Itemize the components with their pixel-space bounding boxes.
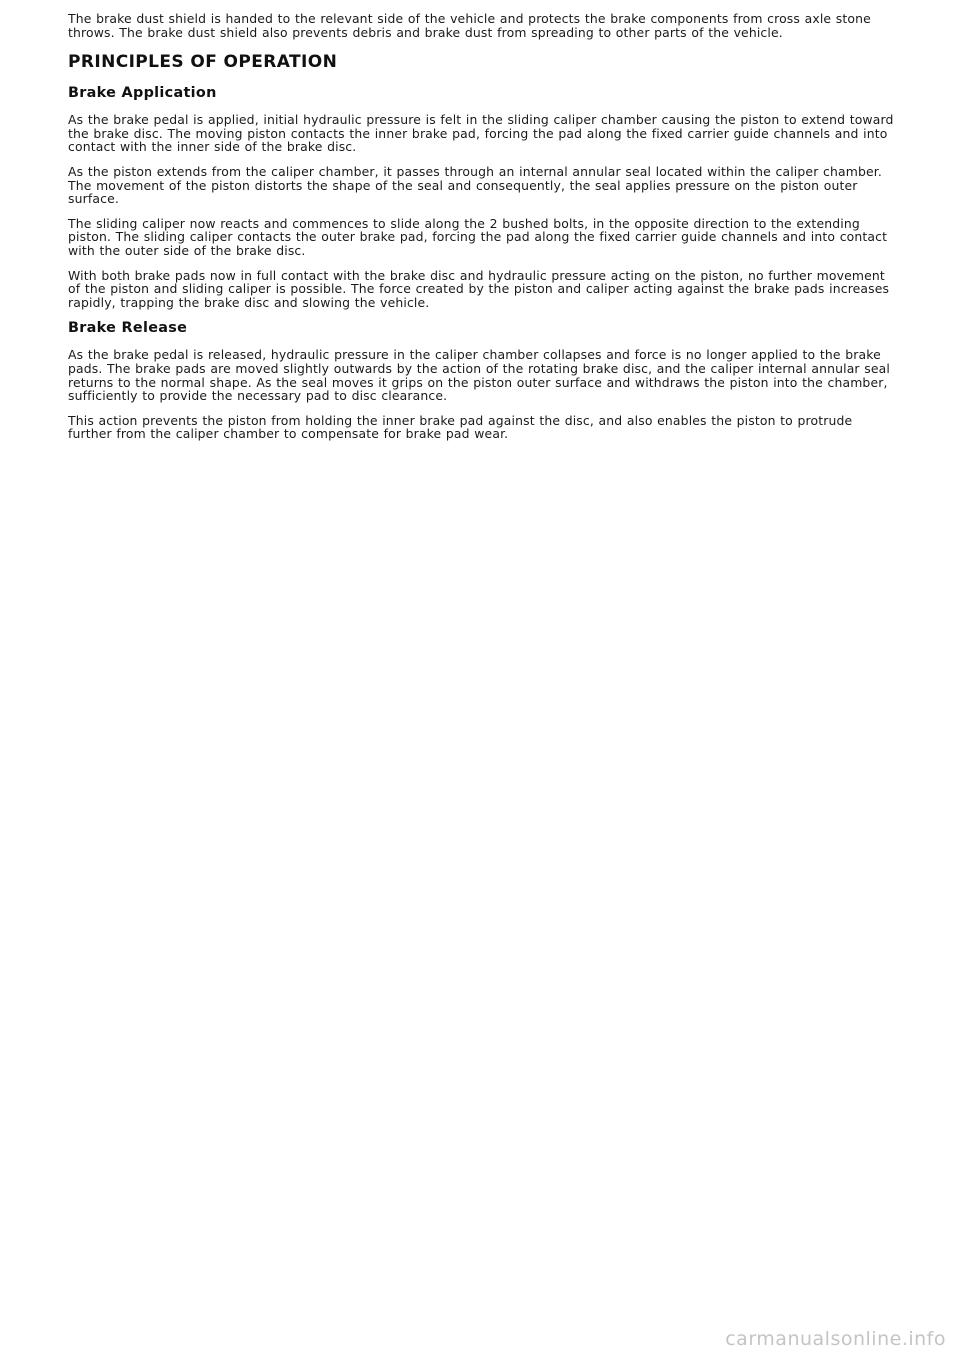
subheading-brake-release: Brake Release xyxy=(68,320,188,337)
subheading-brake-application: Brake Application xyxy=(68,85,217,102)
application-paragraph-1: As the brake pedal is applied, initial hydraulic pressure is felt in the sliding caliper chamber causing the piston to extend toward the brake disc. The moving piston contacts the inner brake pad, forcing the pad along the fixed carrier guide channels and into contact with the inner side of the brake disc. xyxy=(68,112,894,155)
section-heading: PRINCIPLES OF OPERATION xyxy=(68,52,338,73)
application-paragraph-2: As the piston extends from the caliper chamber, it passes through an internal annular seal located within the caliper chamber. The movement of the piston distorts the shape of the seal and consequently, the seal applies pressure on the piston outer surface. xyxy=(68,163,882,207)
document-body xyxy=(68,12,894,452)
intro-paragraph: The brake dust shield is handed to the relevant side of the vehicle and protects the brake components from cross axle stone throws. The brake dust shield also prevents debris and brake dust from spreading to other parts of the vehicle. xyxy=(68,11,871,40)
release-paragraph-1: As the brake pedal is released, hydraulic pressure in the caliper chamber collapses and force is no longer applied to the brake pads. The brake pads are moved slightly outwards by the action of the rotating brake disc, and the caliper internal annular seal returns to the normal shape. As the seal moves it grips on the piston outer surface and withdraws the piston into the chamber, sufficiently to provide the necessary pad to disc clearance. xyxy=(68,347,890,404)
release-paragraph-2: This action prevents the piston from holding the inner brake pad against the disc, and also enables the piston to protrude further from the caliper chamber to compensate for brake pad wear. xyxy=(68,412,853,442)
site-watermark: carmanualsonline.info xyxy=(725,1328,946,1350)
application-paragraph-4: With both brake pads now in full contact with the brake disc and hydraulic pressure acting on the piston, no further movement of the piston and sliding caliper is possible. The force created by the piston and caliper acting against the brake pads increases rapidly, trapping the brake disc and slowing the vehicle. xyxy=(68,267,890,310)
application-paragraph-3: The sliding caliper now reacts and commences to slide along the 2 bushed bolts, in the opposite direction to the extending piston. The sliding caliper contacts the outer brake pad, forcing the pad along the fixed carrier guide channels and into contact with the outer side of the brake disc. xyxy=(68,215,888,258)
